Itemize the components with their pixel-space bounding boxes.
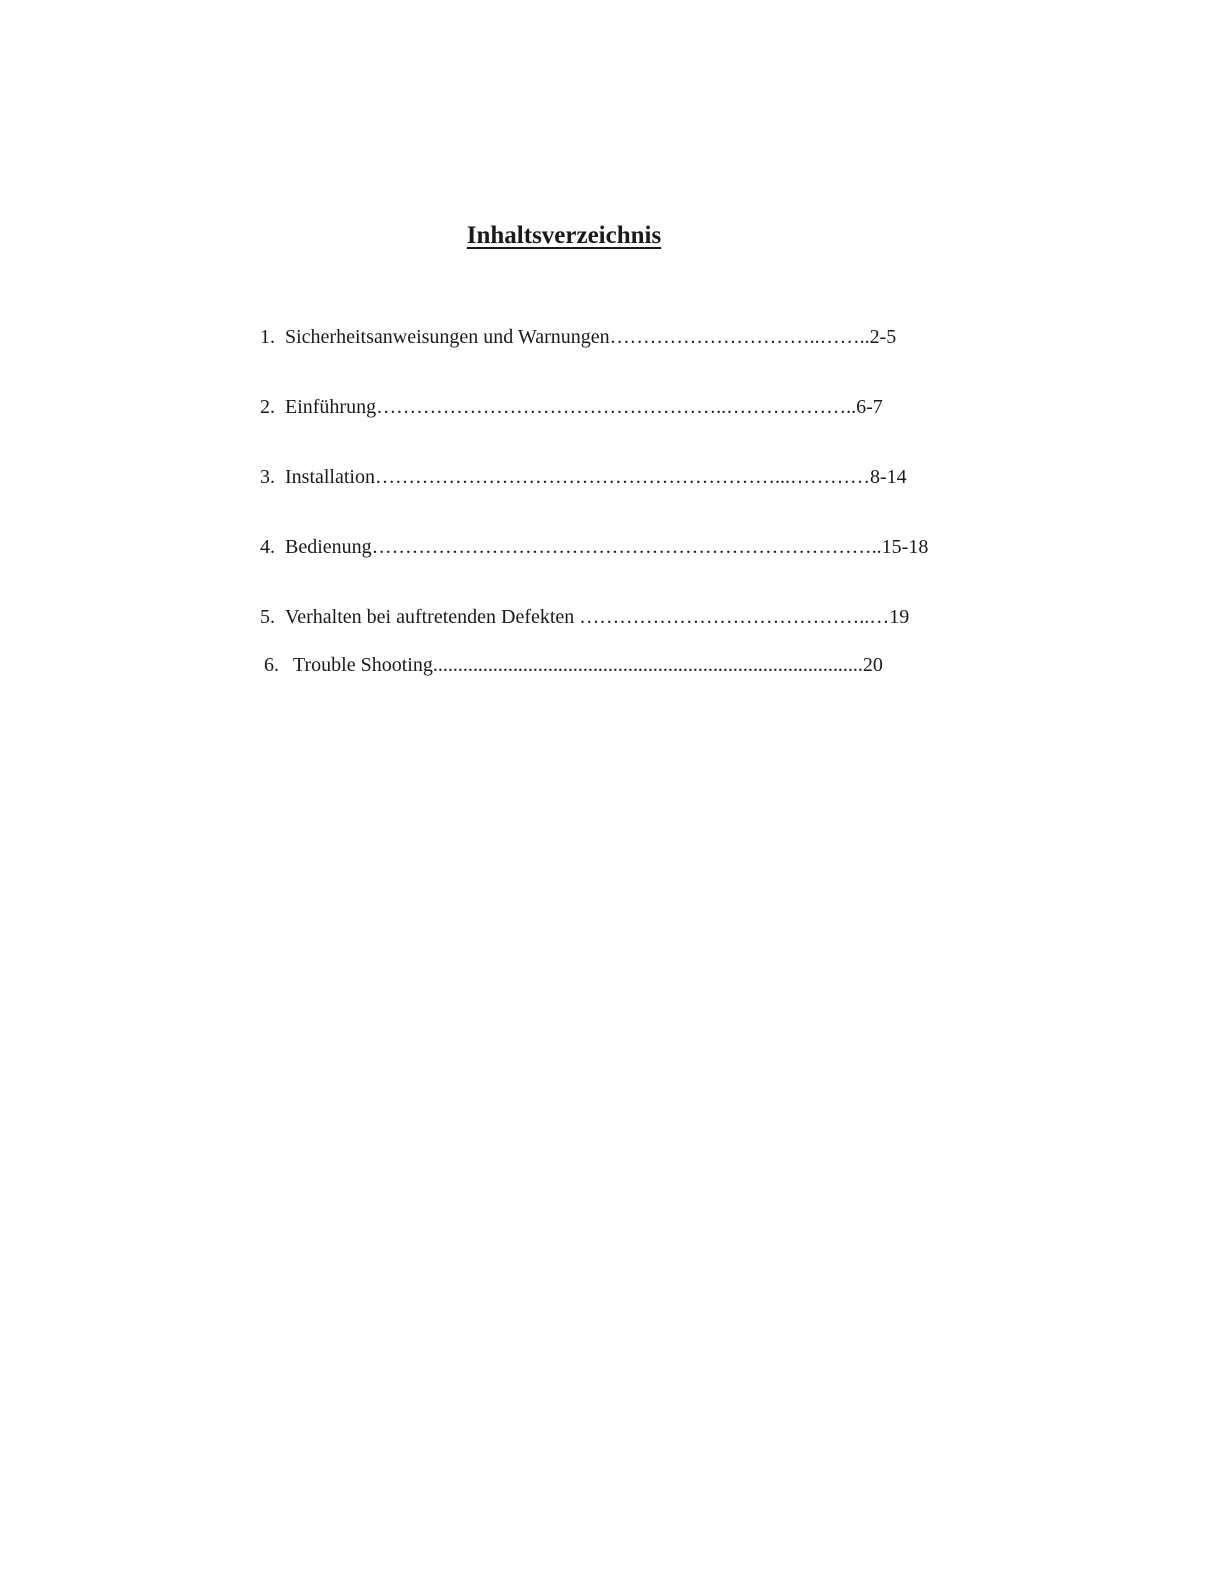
toc-entry-leader: …………………………………………………………………..	[371, 536, 882, 558]
toc-entry-leader: …………………………..……..	[609, 326, 870, 348]
toc-entry	[260, 395, 883, 419]
toc-entry-label: Verhalten bei auftretenden Defekten	[285, 606, 580, 628]
toc-entry-number: 1.	[260, 326, 275, 348]
toc-entry	[260, 605, 909, 629]
toc-entry-leader: ……………………………………………..………………..	[376, 396, 857, 418]
toc-entry-number: 3.	[260, 466, 275, 488]
toc-entry-pages: 6-7	[856, 396, 883, 418]
toc-entry-number: 2.	[260, 396, 275, 418]
toc-entry-number: 5.	[260, 606, 275, 628]
toc-entry	[260, 325, 896, 349]
toc-entry-label: Einführung	[285, 396, 377, 418]
toc-entry-leader: ……………………………………..…	[579, 606, 890, 628]
toc-entry-pages: 15-18	[881, 536, 929, 558]
toc-entry-pages: 20	[862, 654, 883, 676]
toc-entry-label: Sicherheitsanweisungen und Warnungen	[285, 326, 610, 348]
toc-entry-pages: 2-5	[869, 326, 897, 348]
toc-entry	[260, 465, 907, 489]
toc-entry-leader: ……………………………………………………...…………	[374, 466, 870, 488]
toc-entry-number: 4.	[260, 536, 275, 558]
toc-entry	[264, 653, 883, 677]
page-title: Inhaltsverzeichnis	[466, 222, 662, 249]
toc-entry-pages: 8-14	[869, 466, 907, 488]
toc-entry-pages: 19	[889, 606, 910, 628]
toc-entry-label: Installation	[285, 466, 375, 488]
toc-entry-number: 6.	[264, 654, 279, 676]
toc-entry-label: Bedienung	[285, 536, 372, 558]
toc-entry-leader: ......................................................................................	[432, 654, 863, 676]
toc-entry-label: Trouble Shooting	[293, 654, 433, 676]
toc-entry	[260, 535, 928, 559]
